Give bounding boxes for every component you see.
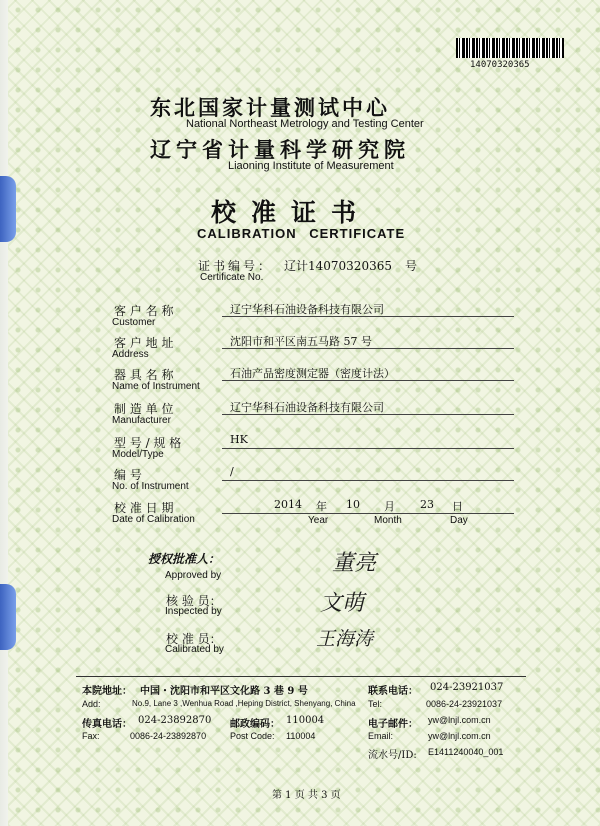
- footer-email-label: 电子邮件：: [368, 719, 418, 730]
- approved-by-label: 授权批准人：: [148, 552, 221, 566]
- calibrated-by-label-en: Calibrated by: [165, 644, 224, 655]
- footer-postcode-label: 邮政编码：: [230, 719, 280, 730]
- footer-serial-label: 流水号/ID:: [368, 750, 417, 761]
- certificate-title-cn: 校准证书: [211, 198, 372, 227]
- instrument-number-value: /: [230, 465, 234, 478]
- date-day-en: Day: [450, 515, 468, 526]
- footer-fax-en: 0086-24-23892870: [130, 731, 207, 741]
- date-month-cn: 月: [384, 500, 395, 513]
- instrument-label-en: Name of Instrument: [112, 381, 200, 392]
- footer-postcode-en-label: Post Code:: [230, 731, 275, 741]
- address-label-en: Address: [112, 349, 149, 360]
- manufacturer-underline: [222, 414, 514, 415]
- org-name-en: National Northeast Metrology and Testing Center: [186, 118, 424, 130]
- date-year-cn: 年: [316, 500, 327, 513]
- footer-divider: [76, 676, 526, 677]
- binder-tab: [0, 176, 16, 242]
- footer-address-cn: 中国・沈阳市和平区文化路 3 巷 9 号: [140, 686, 308, 697]
- footer-phone: 024-23921037: [430, 682, 504, 693]
- customer-underline: [222, 316, 514, 317]
- institute-name-en: Liaoning Institute of Measurement: [228, 160, 394, 172]
- instrument-value: 石油产品密度测定器（密度计法）: [230, 367, 395, 380]
- footer-address-en-label: Add:: [82, 699, 101, 709]
- footer-postcode-en: 110004: [286, 731, 316, 741]
- address-value: 沈阳市和平区南五马路 57 号: [230, 335, 372, 348]
- footer-postcode: 110004: [286, 715, 325, 726]
- model-value: HK: [230, 433, 248, 446]
- manufacturer-label: 制 造 单 位: [114, 402, 174, 416]
- calibrated-by-label: 校 准 员：: [166, 632, 222, 646]
- footer-address-en: No.9, Lane 3 ,Wenhua Road ,Heping District, Shenyang, China: [132, 699, 356, 708]
- footer-fax-cn: 024-23892870: [138, 715, 212, 726]
- org-name-cn: 东北国家计量测试中心: [150, 96, 390, 120]
- footer-phone-label: 联系电话：: [368, 686, 418, 697]
- customer-label-en: Customer: [112, 317, 156, 328]
- date-day-cn: 日: [452, 500, 463, 513]
- model-label: 型 号 / 规 格: [114, 436, 182, 450]
- date-year-en: Year: [308, 515, 329, 526]
- date-label-en: Date of Calibration: [112, 514, 195, 525]
- footer-tel-label: Tel:: [368, 699, 383, 709]
- model-label-en: Model/Type: [112, 449, 164, 460]
- calibrated-by-signature: 王海涛: [316, 628, 374, 650]
- footer-address-label: 本院地址：: [82, 686, 132, 697]
- address-label: 客 户 地 址: [114, 336, 174, 350]
- footer-serial: E1411240040_001: [428, 747, 504, 757]
- date-month-en: Month: [374, 515, 402, 526]
- barcode-number: 14070320365: [470, 60, 530, 70]
- date-label: 校 准 日 期: [114, 501, 174, 515]
- date-year: 2014: [274, 498, 302, 511]
- binder-tab: [0, 584, 16, 650]
- certificate-title-en: CALIBRATION CERTIFICATE: [197, 226, 406, 241]
- model-underline: [222, 448, 514, 449]
- footer-email-en-label: Email:: [368, 731, 394, 741]
- date-month: 10: [346, 498, 360, 511]
- certificate-number: 辽计14070320365: [284, 259, 392, 273]
- instrument-number-underline: [222, 480, 514, 481]
- inspected-by-label: 核 验 员：: [166, 594, 222, 608]
- footer-email-en: yw@lnjl.com.cn: [428, 731, 491, 741]
- certificate-number-suffix: 号: [405, 259, 418, 273]
- footer-email: yw@lnjl.com.cn: [428, 715, 491, 725]
- page-number: 第 1 页 共 3 页: [272, 790, 341, 801]
- barcode: [456, 38, 564, 58]
- date-underline: [222, 513, 514, 514]
- approved-by-signature: 董亮: [332, 551, 377, 576]
- footer-fax-label: 传真电话：: [82, 719, 132, 730]
- footer-tel: 0086-24-23921037: [426, 699, 503, 709]
- approved-by-label-en: Approved by: [165, 570, 222, 581]
- customer-label: 客 户 名 称: [114, 304, 174, 318]
- inspected-by-signature: 文萌: [320, 591, 365, 616]
- instrument-label: 器 具 名 称: [114, 368, 174, 382]
- instrument-number-label-en: No. of Instrument: [112, 481, 189, 492]
- manufacturer-value: 辽宁华科石油设备科技有限公司: [230, 401, 384, 414]
- inspected-by-label-en: Inspected by: [165, 606, 222, 617]
- address-underline: [222, 348, 514, 349]
- footer-fax-en-label: Fax:: [82, 731, 100, 741]
- certificate-number-label: 证书编号：: [198, 259, 274, 273]
- manufacturer-label-en: Manufacturer: [112, 415, 171, 426]
- customer-value: 辽宁华科石油设备科技有限公司: [230, 303, 384, 316]
- instrument-number-label: 编 号: [114, 468, 142, 482]
- date-day: 23: [420, 498, 434, 511]
- institute-name-cn: 辽宁省计量科学研究院: [150, 138, 410, 162]
- instrument-underline: [222, 380, 514, 381]
- certificate-number-label-en: Certificate No.: [200, 272, 264, 283]
